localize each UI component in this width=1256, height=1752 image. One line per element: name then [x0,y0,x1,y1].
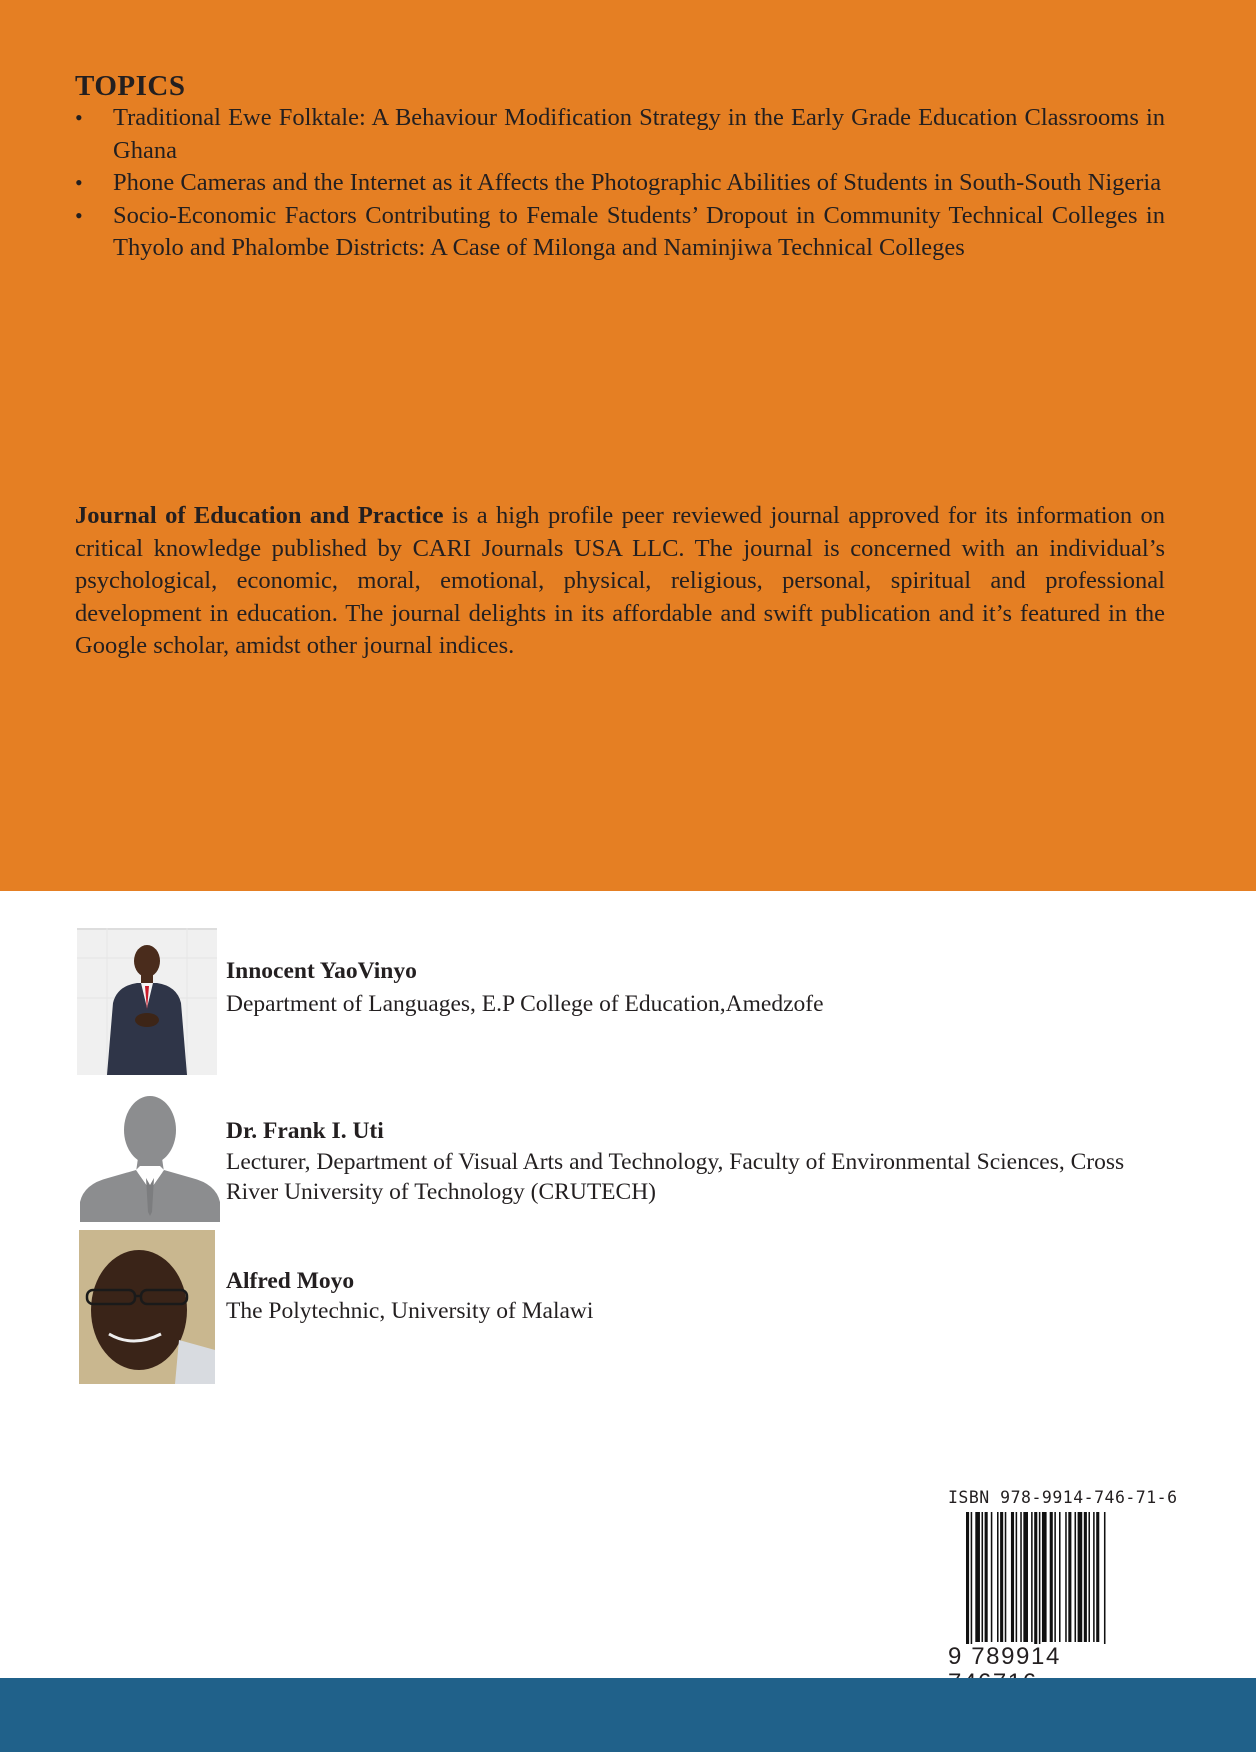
author-name: Dr. Frank I. Uti [226,1118,384,1144]
journal-description-text: is a high profile peer reviewed journal approved for its information on critical knowledge published by CARI Journals USA LLC. The journal is concerned with an individual’s psychological, economic, moral, emotional, physical, religious, personal, spiritual and professional development in education. The journal delights in its affordable and swift publication and it’s featured in the Google scholar, amidst other journal indices. [75,502,1165,659]
barcode-digits: 9 789914 [948,1644,1158,1696]
author-photo-innocent [77,928,217,1075]
bullet-icon: • [75,105,83,130]
journal-description [75,500,1165,663]
topic-text: Socio-Economic Factors Contributing to Female Students’ Dropout in Community Technical Colleges in Thyolo and Phalombe Districts: A Case of Milonga and Naminjiwa Technical Colleges [113,201,1165,261]
journal-name: Journal of Education and Practice [75,502,444,529]
author-placeholder-silhouette [80,1090,220,1222]
isbn-label: ISBN 978-9914-746-71-6 [948,1488,1178,1507]
bullet-icon: • [75,170,83,195]
topic-item [75,200,1165,265]
author-photo-alfred [79,1230,215,1384]
topic-text: Phone Cameras and the Internet as it Affects the Photographic Abilities of Students in South-South Nigeria [113,169,1162,196]
author-name: Alfred Moyo [226,1268,355,1294]
topic-item [75,102,1165,167]
author-affiliation: The Polytechnic, University of Malawi [226,1298,594,1324]
author-name: Innocent YaoVinyo [226,958,417,984]
topics-list [75,102,1165,265]
author-affiliation: Lecturer, Department of Visual Arts and Technology, Faculty of Environmental Sciences, Cross River University of Technology (CRUTECH) [226,1149,1125,1205]
blue-footer-band [0,1678,1256,1752]
topics-heading: TOPICS [75,70,186,102]
author-affiliation: Department of Languages, E.P College of Education,Amedzofe [226,991,824,1017]
bullet-icon: • [75,202,83,228]
topic-item [75,167,1165,200]
topic-text: Traditional Ewe Folktale: A Behaviour Modification Strategy in the Early Grade Education Classrooms in Ghana [113,104,1165,164]
